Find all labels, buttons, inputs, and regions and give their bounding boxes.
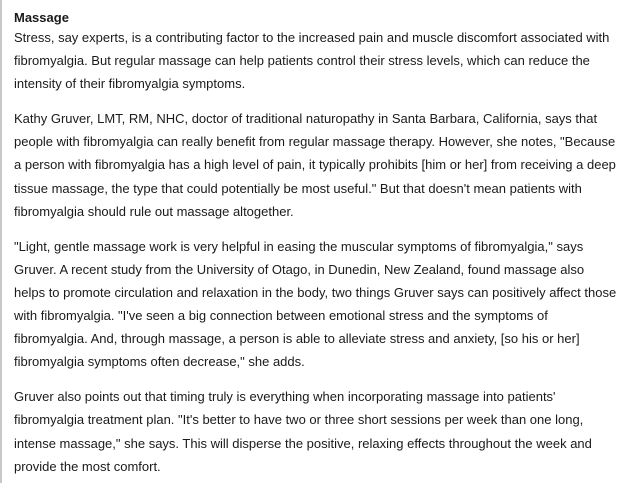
paragraph-line: provide the most comfort. xyxy=(14,458,161,474)
paragraph-line: "Light, gentle massage work is very helpful in easing the muscular symptoms of fibromyalgia," says xyxy=(14,238,584,254)
section-heading: Massage xyxy=(14,10,69,25)
paragraph-line: fibromyalgia treatment plan. "It's better to have two or three short sessions per week than one long, xyxy=(14,412,584,428)
paragraph-line: people with fibromyalgia can really benefit from regular massage therapy. However, she notes, "Because xyxy=(14,134,616,150)
paragraph-gruver-intro xyxy=(14,107,620,222)
paragraph-line: fibromyalgia symptoms often decrease," she adds. xyxy=(14,354,305,370)
paragraph-line: tissue massage, the type that could potentially be most useful." But that doesn't mean patients with xyxy=(14,180,582,196)
paragraph-stress xyxy=(14,26,620,95)
paragraph-line: intensity of their fibromyalgia symptoms. xyxy=(14,76,246,92)
article-section xyxy=(14,9,620,490)
paragraph-line: helps to promote circulation and relaxation in the body, two things Gruver says can positively affect those xyxy=(14,284,617,300)
paragraph-line: Gruver. A recent study from the University of Otago, in Dunedin, New Zealand, found massage also xyxy=(14,261,585,277)
paragraph-line: Stress, say experts, is a contributing factor to the increased pain and muscle discomfort associated with xyxy=(14,30,610,45)
paragraph-line: fibromyalgia. And, through massage, a person is able to alleviate stress and anxiety, [so his or her] xyxy=(14,331,580,347)
paragraph-line: fibromyalgia. But regular massage can help patients control their stress levels, which can reduce the xyxy=(14,53,590,69)
paragraph-line: with fibromyalgia. "I've seen a big connection between emotional stress and the symptoms of xyxy=(14,308,548,324)
paragraph-line: intense massage," she says. This will disperse the positive, relaxing effects throughout the week and xyxy=(14,435,592,451)
left-border-rule xyxy=(0,0,2,483)
paragraph-line: Gruver also points out that timing truly is everything when incorporating massage into patients' xyxy=(14,389,556,405)
paragraph-line: fibromyalgia should rule out massage altogether. xyxy=(14,203,294,219)
paragraph-line: a person with fibromyalgia has a high level of pain, it typically prohibits [him or her] from receiving a deep xyxy=(14,157,616,173)
paragraph-line: Kathy Gruver, LMT, RM, NHC, doctor of traditional naturopathy in Santa Barbara, California, says that xyxy=(14,111,598,127)
paragraph-light-massage xyxy=(14,235,620,374)
paragraph-timing xyxy=(14,385,620,477)
